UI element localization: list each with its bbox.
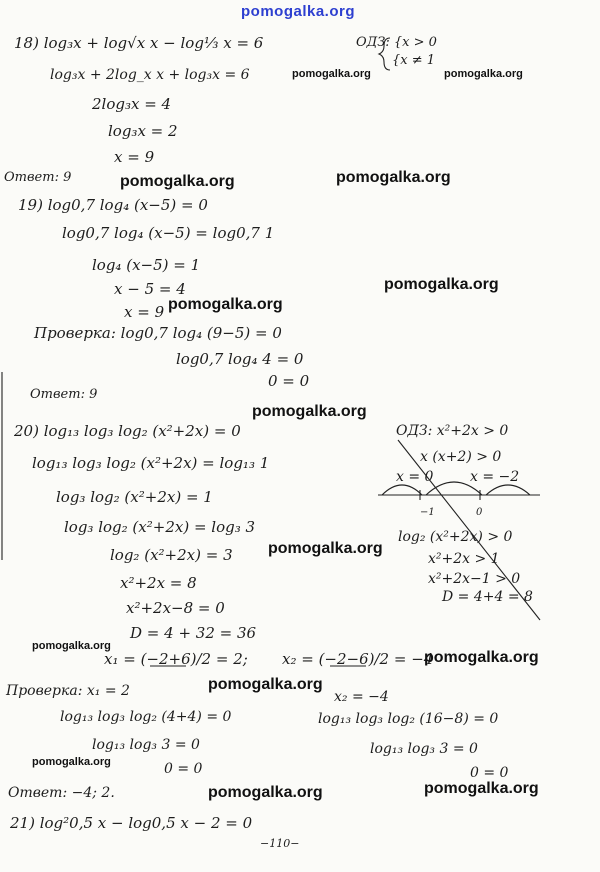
watermark: pomogalka.org <box>292 68 371 80</box>
number-line-label-minus1: −1 <box>420 507 435 518</box>
watermark: pomogalka.org <box>268 540 383 557</box>
problem-20-discriminant: D = 4 + 32 = 36 <box>130 624 257 642</box>
problem-18-domain-line1: ОДЗ: {x > 0 <box>356 35 437 50</box>
problem-20-root-1: x₁ = (−2+6)/2 = 2; <box>104 650 248 668</box>
problem-18-equation: 18) log₃x + log√x x − log⅓ x = 6 <box>14 34 264 52</box>
watermark: pomogalka.org <box>444 68 523 80</box>
watermark: pomogalka.org <box>32 756 111 768</box>
watermark: pomogalka.org <box>120 173 235 190</box>
problem-19-step-5: x = 9 <box>124 303 165 321</box>
problem-20-root-2: x₂ = (−2−6)/2 = −4 <box>282 650 434 668</box>
problem-20-check-3: 0 = 0 <box>164 761 203 777</box>
problem-18-step-4: log₃x = 2 <box>108 122 178 140</box>
problem-20-domain-3: x = 0 <box>396 469 434 485</box>
number-line-label-zero: 0 <box>476 507 483 518</box>
problem-20-check-x2: x₂ = −4 <box>334 689 389 705</box>
problem-18-step-3: 2log₃x = 4 <box>92 95 172 113</box>
problem-20-domain-4: x = −2 <box>470 469 520 485</box>
problem-20-check-1: log₁₃ log₃ log₂ (4+4) = 0 <box>60 709 232 725</box>
problem-19-check-3: 0 = 0 <box>268 372 310 390</box>
watermark: pomogalka.org <box>252 403 367 420</box>
problem-20-domain-7: x²+2x−1 > 0 <box>428 571 521 587</box>
watermark: pomogalka.org <box>208 784 323 801</box>
problem-20-domain-1: ОДЗ: x²+2x > 0 <box>396 423 509 439</box>
problem-20-step-4: log₃ log₂ (x²+2x) = log₃ 3 <box>64 518 256 536</box>
header-watermark: pomogalka.org <box>241 3 356 20</box>
problem-20-step-3: log₃ log₂ (x²+2x) = 1 <box>56 488 213 506</box>
problem-20-domain-2: x (x+2) > 0 <box>420 449 502 465</box>
watermark: pomogalka.org <box>424 780 539 797</box>
problem-18-answer: Ответ: 9 <box>4 170 72 185</box>
problem-18-step-5: x = 9 <box>114 148 155 166</box>
problem-20-check-2: log₁₃ log₃ 3 = 0 <box>92 737 200 753</box>
problem-20-check-4: log₁₃ log₃ log₂ (16−8) = 0 <box>318 711 499 727</box>
problem-20-step-2: log₁₃ log₃ log₂ (x²+2x) = log₁₃ 1 <box>32 454 270 472</box>
watermark: pomogalka.org <box>208 676 323 693</box>
watermark: pomogalka.org <box>168 296 283 313</box>
watermark: pomogalka.org <box>384 276 499 293</box>
watermark: pomogalka.org <box>424 649 539 666</box>
watermark: pomogalka.org <box>32 640 111 652</box>
problem-19-step-4: x − 5 = 4 <box>114 280 186 298</box>
problem-19-equation: 19) log0,7 log₄ (x−5) = 0 <box>18 196 208 214</box>
problem-18-step-2: log₃x + 2log_x x + log₃x = 6 <box>50 67 250 83</box>
problem-21-equation: 21) log²0,5 x − log0,5 x − 2 = 0 <box>10 814 253 832</box>
problem-19-step-2: log0,7 log₄ (x−5) = log0,7 1 <box>62 224 275 242</box>
problem-20-domain-6: x²+2x > 1 <box>428 551 500 567</box>
problem-19-check-2: log0,7 log₄ 4 = 0 <box>176 350 304 368</box>
problem-20-check-label: Проверка: x₁ = 2 <box>6 683 130 699</box>
problem-18-domain-line2: {x ≠ 1 <box>392 53 436 68</box>
problem-19-answer: Ответ: 9 <box>30 387 98 402</box>
problem-20-answer: Ответ: −4; 2. <box>8 785 115 801</box>
problem-20-equation: 20) log₁₃ log₃ log₂ (x²+2x) = 0 <box>14 422 241 440</box>
problem-20-domain-8: D = 4+4 = 8 <box>442 589 533 605</box>
watermark: pomogalka.org <box>336 169 451 186</box>
problem-20-check-5: log₁₃ log₃ 3 = 0 <box>370 741 478 757</box>
problem-19-check-1: Проверка: log0,7 log₄ (9−5) = 0 <box>34 324 282 342</box>
problem-19-step-3: log₄ (x−5) = 1 <box>92 256 201 274</box>
problem-20-step-5: log₂ (x²+2x) = 3 <box>110 546 233 564</box>
page-number: −110− <box>260 837 300 850</box>
problem-20-step-7: x²+2x−8 = 0 <box>126 599 225 617</box>
problem-20-step-6: x²+2x = 8 <box>120 574 197 592</box>
problem-20-check-6: 0 = 0 <box>470 765 509 781</box>
problem-20-domain-5: log₂ (x²+2x) > 0 <box>398 529 513 545</box>
